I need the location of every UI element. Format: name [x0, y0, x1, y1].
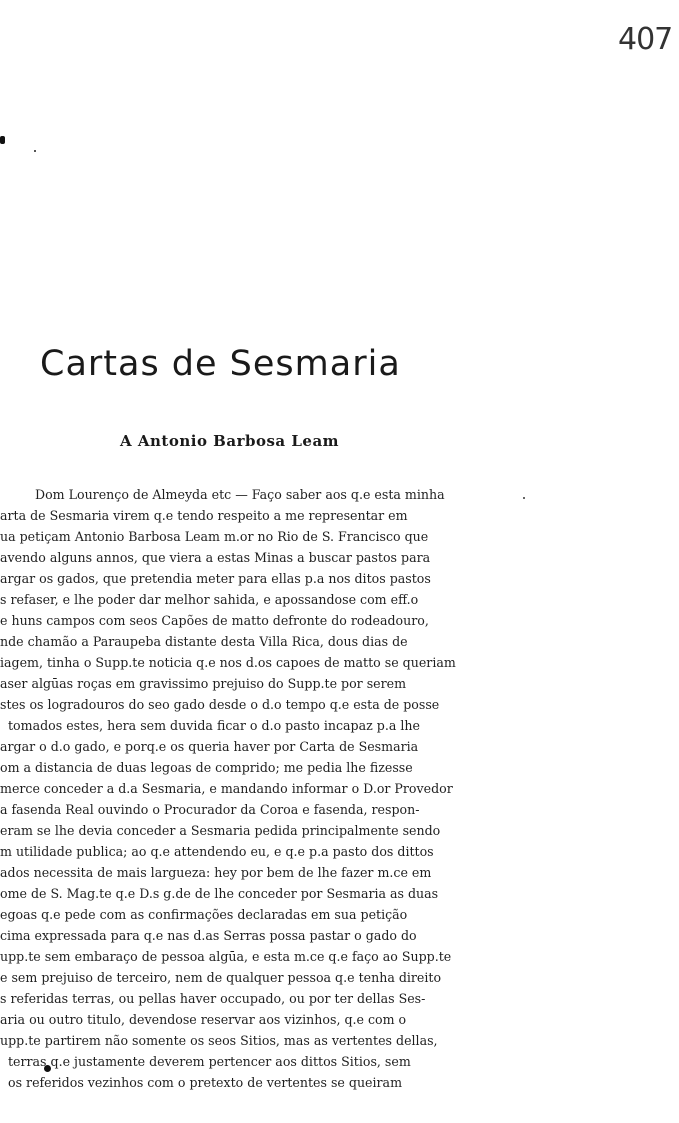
text-line: terras q.e justamente deverem pertencer aos dittos Sitios, sem: [8, 1054, 411, 1069]
text-line: avendo alguns annos, que viera a estas Minas a buscar pastos para: [0, 550, 431, 565]
text-line: merce conceder a d.a Sesmaria, e mandando informar o D.or Provedor: [0, 781, 453, 796]
ink-speck: [34, 150, 36, 152]
text-line: aria ou outro titulo, devendose reservar aos vizinhos, q.e com o: [0, 1012, 407, 1027]
text-line: ome de S. Mag.te q.e D.s g.de de lhe conceder por Sesmaria as duas: [0, 886, 439, 901]
text-line: ados necessita de mais largueza: hey por bem de lhe fazer m.ce em: [0, 865, 432, 880]
text-line: m utilidade publica; ao q.e attendendo eu, e q.e p.a pasto dos dittos: [0, 844, 434, 859]
text-line: aser algūas roças em gravissimo prejuiso do Supp.te por serem: [0, 676, 407, 691]
text-line: nde chamão a Paraupeba distante desta Villa Rica, dous dias de: [0, 634, 408, 649]
text-line: tomados estes, hera sem duvida ficar o d.o pasto incapaz p.a lhe: [8, 718, 420, 733]
text-line: egoas q.e pede com as confirmações declaradas em sua petição: [0, 907, 408, 922]
text-line: e sem prejuiso de terceiro, nem de qualquer pessoa q.e tenha direito: [0, 970, 442, 985]
text-line: om a distancia de duas legoas de comprido; me pedia lhe fizesse: [0, 760, 413, 775]
text-line: Dom Lourenço de Almeyda etc — Faço saber aos q.e esta minha: [35, 487, 445, 502]
ink-speck: [0, 136, 5, 144]
body-paragraph: [0, 484, 505, 1093]
text-line: argar o d.o gado, e porq.e os queria haver por Carta de Sesmaria: [0, 739, 419, 754]
text-line: s refaser, e lhe poder dar melhor sahida, e apossandose com eff.o: [0, 592, 419, 607]
text-line: stes os logradouros do seo gado desde o d.o tempo q.e esta de posse: [0, 697, 440, 712]
text-line: s referidas terras, ou pellas haver occupado, ou por ter dellas Ses-: [0, 991, 426, 1006]
text-line: argar os gados, que pretendia meter para ellas p.a nos ditos pastos: [0, 571, 431, 586]
text-line: a fasenda Real ouvindo o Procurador da Coroa e fasenda, respon-: [0, 802, 420, 817]
text-line: eram se lhe devia conceder a Sesmaria pedida principalmente sendo: [0, 823, 441, 838]
text-line: e huns campos com seos Capões de matto defronte do rodeadouro,: [0, 613, 429, 628]
document-subtitle: A Antonio Barbosa Leam: [120, 432, 340, 450]
page-number: 407: [618, 22, 673, 57]
text-line: cima expressada para q.e nas d.as Serras possa pastar o gado do: [0, 928, 417, 943]
text-line: ua petiçam Antonio Barbosa Leam m.or no Rio de S. Francisco que: [0, 529, 429, 544]
text-line: upp.te partirem não somente os seos Sitios, mas as vertentes dellas,: [0, 1033, 438, 1048]
ink-speck: [523, 497, 525, 499]
document-title: Cartas de Sesmaria: [40, 344, 401, 384]
text-line: iagem, tinha o Supp.te noticia q.e nos d.os capoes de matto se queriam: [0, 655, 456, 670]
text-line: arta de Sesmaria virem q.e tendo respeito a me representar em: [0, 508, 408, 523]
text-line: upp.te sem embaraço de pessoa algūa, e esta m.ce q.e faço ao Supp.te: [0, 949, 452, 964]
text-line: os referidos vezinhos com o pretexto de vertentes se queiram: [8, 1075, 403, 1090]
